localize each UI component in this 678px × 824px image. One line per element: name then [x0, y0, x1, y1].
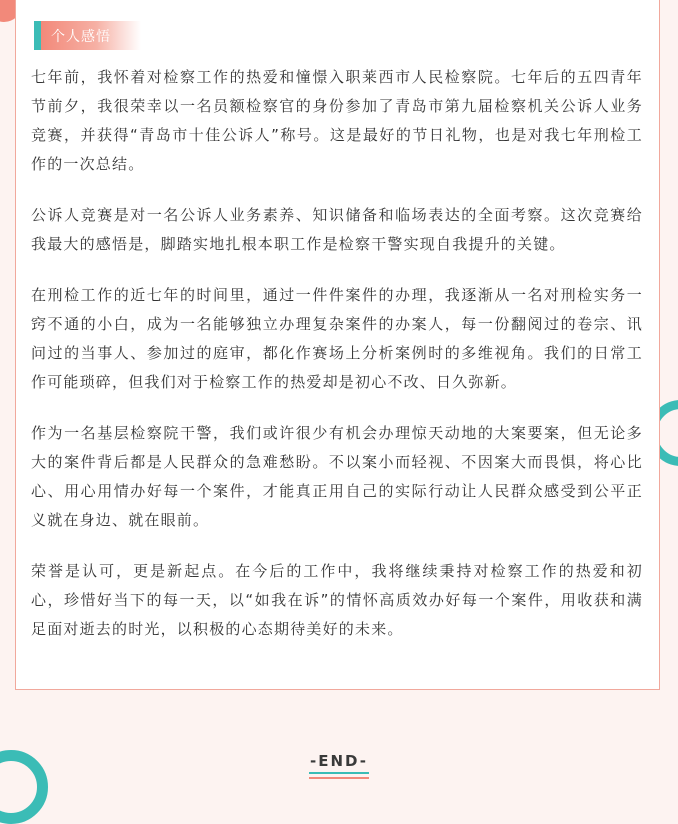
decorative-ring-bottom-left — [0, 750, 48, 824]
article-card — [15, 0, 660, 690]
paragraph: 七年前，我怀着对检察工作的热爱和憧憬入职莱西市人民检察院。七年后的五四青年节前夕，我很荣幸以一名员额检察官的身份参加了青岛市第九届检察机关公诉人业务竞赛，并获得“青岛市十佳公诉人”称号。这是最好的节日礼物，也是对我七年刑检工作的一次总结。 — [31, 68, 643, 173]
end-underline-teal — [309, 772, 369, 774]
paragraph: 作为一名基层检察院干警，我们或许很少有机会办理惊天动地的大案要案，但无论多大的案件背后都是人民群众的急难愁盼。不以案小而轻视、不因案大而畏惧，将心比心、用心用情办好每一个案件，才能真正用自己的实际行动让人民群众感受到公平正义就在身边、就在眼前。 — [31, 424, 643, 529]
section-title: 个人感悟 — [41, 21, 141, 50]
heading-accent-bar — [34, 21, 41, 50]
article-body — [31, 63, 643, 666]
end-mark — [300, 752, 378, 779]
end-underline-coral — [309, 777, 369, 779]
paragraph: 公诉人竞赛是对一名公诉人业务素养、知识储备和临场表达的全面考察。这次竞赛给我最大的感悟是，脚踏实地扎根本职工作是检察干警实现自我提升的关键。 — [31, 206, 643, 253]
end-text: -END- — [310, 752, 368, 770]
section-heading — [34, 21, 141, 50]
paragraph: 在刑检工作的近七年的时间里，通过一件件案件的办理，我逐渐从一名对刑检实务一窍不通的小白，成为一名能够独立办理复杂案件的办案人，每一份翻阅过的卷宗、讯问过的当事人、参加过的庭审，都化作赛场上分析案例时的多维视角。我们的日常工作可能琐碎，但我们对于检察工作的热爱却是初心不改、日久弥新。 — [31, 286, 643, 391]
paragraph: 荣誉是认可，更是新起点。在今后的工作中，我将继续秉持对检察工作的热爱和初心，珍惜好当下的每一天，以“如我在诉”的情怀高质效办好每一个案件，用收获和满足面对逝去的时光，以积极的心态期待美好的未来。 — [31, 562, 643, 638]
